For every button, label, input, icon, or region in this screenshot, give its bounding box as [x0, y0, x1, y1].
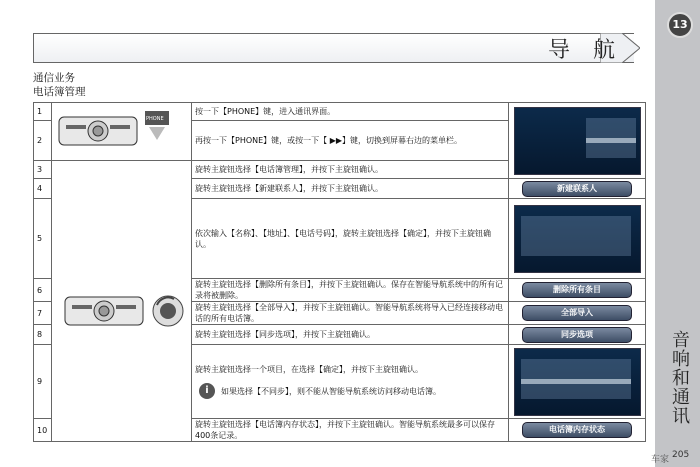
step-text: 旋转主旋钮选择【电话簿管理】，并按下主旋钮确认。 [192, 161, 509, 179]
steps-table [33, 102, 646, 442]
step-text: 旋转主旋钮选择一个项目，在选择【确定】，并按下主旋钮确认。 [195, 365, 423, 374]
step-number: 5 [34, 199, 52, 279]
step-text: 旋转主旋钮选择【新建联系人】，并按下主旋钮确认。 [192, 179, 509, 199]
phone-key-label: PHONE [146, 116, 164, 122]
step-text: 再按一下【PHONE】键，或按一下【 ▶▶】键，切换到屏幕右边的菜单栏。 [192, 121, 509, 161]
memory-status-button: 电话簿内存状态 [522, 422, 632, 438]
step-text: 旋转主旋钮选择【同步选项】，并按下主旋钮确认。 [192, 325, 509, 345]
step-text: 旋转主旋钮选择【全部导入】，并按下主旋钮确认。智能导航系统将导入已经连接移动电话的所有电话簿。 [192, 302, 509, 325]
step-number: 7 [34, 302, 52, 325]
page-title: 导 航 [548, 38, 623, 63]
section-title: 通信业务 [33, 72, 75, 84]
watermark: 车家 [651, 455, 670, 465]
radio-knob-image [52, 161, 192, 442]
radio-panel-image [52, 103, 192, 161]
rotate-knob-icon [152, 295, 184, 327]
note [195, 383, 505, 399]
menu-screen-image [514, 107, 641, 175]
import-all-button: 全部导入 [522, 305, 632, 321]
radio-panel-icon [64, 291, 144, 331]
step-number: 1 [34, 103, 52, 121]
step-number: 9 [34, 345, 52, 419]
radio-panel-icon [58, 111, 138, 151]
chapter-number-badge: 13 [667, 12, 693, 38]
sync-screenshot [509, 345, 646, 419]
title-banner [33, 33, 634, 63]
sync-screen-image [514, 348, 641, 416]
page-number: 205 [672, 450, 690, 460]
section-subtitle: 电话簿管理 [33, 86, 86, 98]
table-row [34, 103, 646, 121]
sync-options-button: 同步选项 [522, 327, 632, 343]
step-text: 依次输入【名称】、【地址】、【电话号码】，旋转主旋钮选择【确定】，并按下主旋钮确认。 [192, 199, 509, 279]
step-text: 旋转主旋钮选择【电话簿内存状态】，并按下主旋钮确认。智能导航系统最多可以保存400条记录。 [192, 419, 509, 442]
step-number: 8 [34, 325, 52, 345]
info-icon: i [199, 383, 215, 399]
menu-screenshot [509, 103, 646, 179]
step-number: 3 [34, 161, 52, 179]
phone-key [145, 111, 169, 141]
step-text: 按一下【PHONE】键，进入通讯界面。 [192, 103, 509, 121]
step-number: 10 [34, 419, 52, 442]
step-number: 2 [34, 121, 52, 161]
new-contact-button: 新建联系人 [522, 181, 632, 197]
contact-form-screen-image [514, 205, 641, 273]
delete-all-button: 删除所有条目 [522, 282, 632, 298]
contact-form-screenshot [509, 199, 646, 279]
step-number: 4 [34, 179, 52, 199]
step-text: 旋转主旋钮选择【删除所有条目】，并按下主旋钮确认。保存在智能导航系统中的所有记录将被删除。 [192, 279, 509, 302]
chapter-title: 音响和通讯 [669, 330, 690, 425]
note-text: 如果选择【不同步】，则不能从智能导航系统访问移动电话簿。 [221, 386, 441, 396]
step-number: 6 [34, 279, 52, 302]
